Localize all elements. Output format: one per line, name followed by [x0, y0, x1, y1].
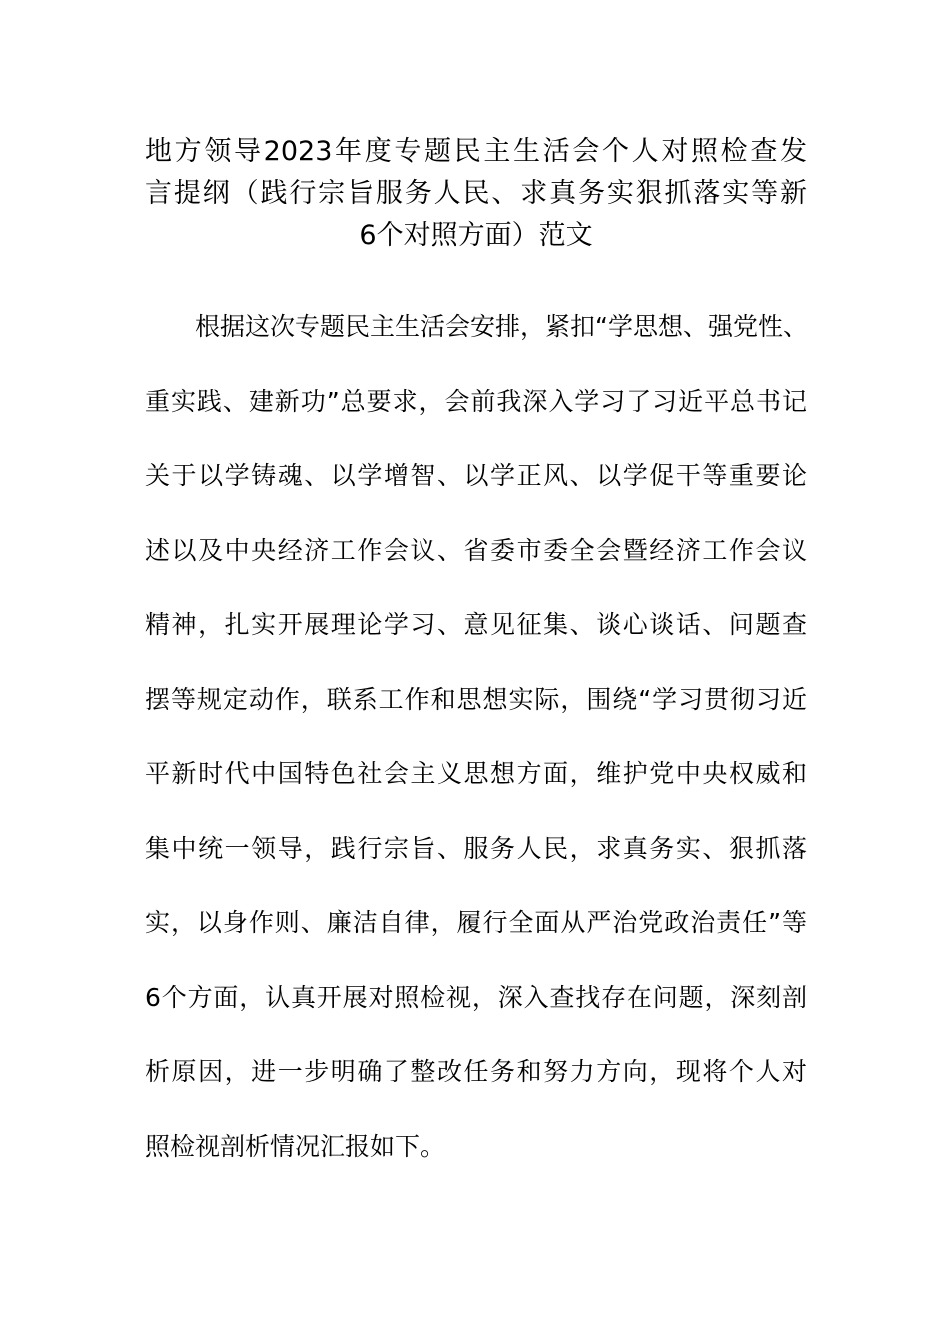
title-line-3: 6个对照方面）范文: [359, 220, 593, 251]
body-line-12: 照检视剖析情况汇报如下。: [145, 1131, 446, 1161]
document-body-paragraph: [145, 290, 807, 1184]
body-line-4: 述以及中央经济工作会议、省委市委全会暨经济工作会议: [145, 535, 807, 565]
body-line-2: 重实践、建新功”总要求，会前我深入学习了习近平总书记: [145, 386, 807, 416]
body-line-7: 平新时代中国特色社会主义思想方面，维护党中央权威和: [145, 759, 807, 788]
document-title: [145, 131, 807, 257]
body-line-8: 集中统一领导，践行宗旨、服务人民，求真务实、狠抓落: [145, 833, 807, 863]
body-line-11: 析原因，进一步明确了整改任务和努力方向，现将个人对: [145, 1057, 807, 1086]
body-line-10: 6个方面，认真开展对照检视，深入查找存在问题，深刻剖: [145, 982, 807, 1012]
body-line-6: 摆等规定动作，联系工作和思想实际，围绕“学习贯彻习近: [145, 684, 807, 714]
body-line-1: 根据这次专题民主生活会安排，紧扣“学思想、强党性、: [195, 312, 808, 341]
body-line-3: 关于以学铸魂、以学增智、以学正风、以学促干等重要论: [145, 461, 807, 490]
body-line-9: 实，以身作则、廉洁自律，履行全面从严治党政治责任”等: [145, 908, 807, 937]
title-line-2: 言提纲（践行宗旨服务人民、求真务实狠抓落实等新: [145, 178, 807, 209]
title-line-1: 地方领导2023年度专题民主生活会个人对照检查发: [145, 136, 807, 167]
body-line-5: 精神，扎实开展理论学习、意见征集、谈心谈话、问题查: [145, 610, 807, 639]
